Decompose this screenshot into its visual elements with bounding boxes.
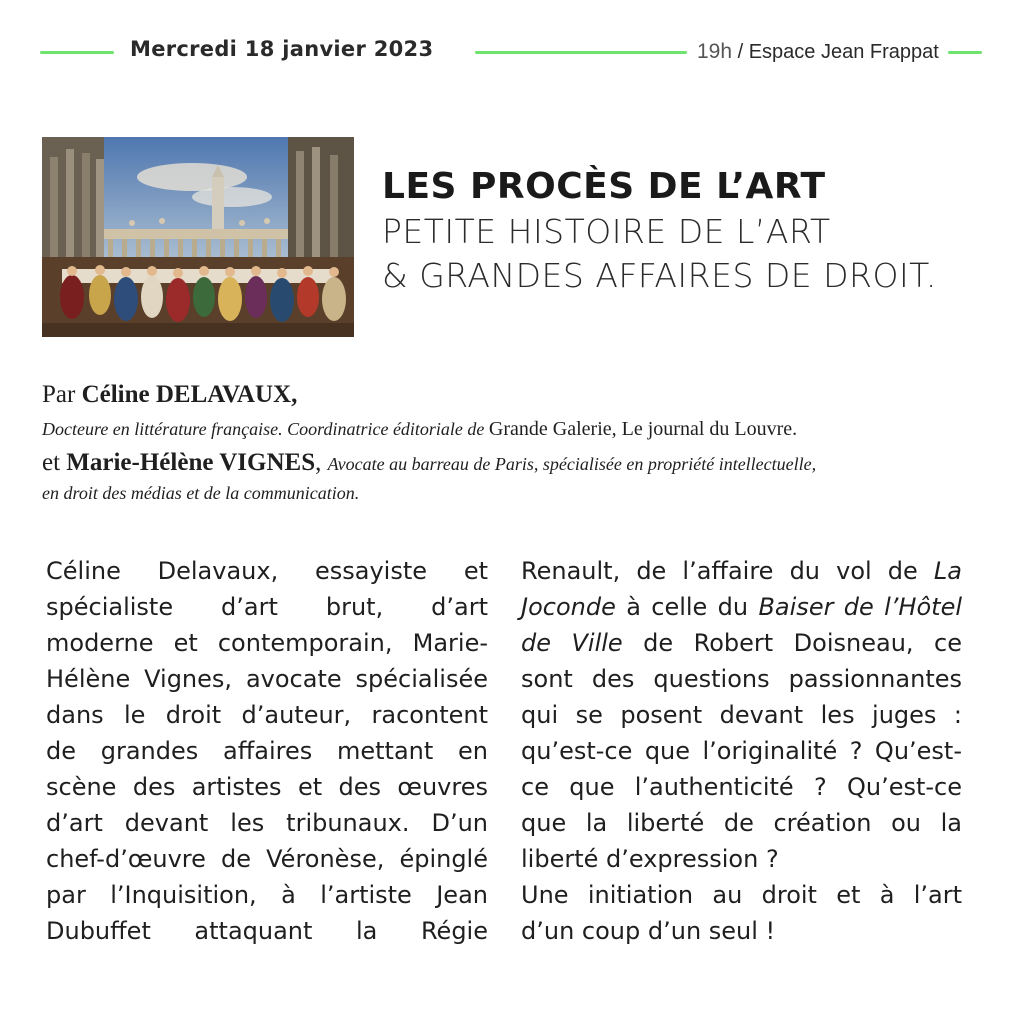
painting-illustration [42, 137, 354, 337]
body-text-italic: Baiser de l’Hôtel [758, 593, 963, 621]
body-line: chef-d’œuvre de Véronèse, épinglé [46, 845, 488, 873]
author-1-bio-magazine: Grande Galerie, [488, 418, 617, 440]
body-line: d’un coup d’un seul ! [521, 917, 776, 945]
author-2-bio-continued: en droit des médias et de la communication. [42, 483, 360, 503]
body-line: Une initiation au droit et à l’art [521, 881, 962, 909]
body-line [521, 553, 962, 589]
byline-et: et [42, 449, 67, 476]
author-2-bio-a: Avocate au barreau de Paris, spécialisée en propriété intellectuelle, [327, 454, 817, 474]
event-date: Mercredi 18 janvier 2023 [130, 37, 434, 61]
author-1-bio-a: Docteure en littérature française. Coordinatrice éditoriale de [42, 419, 489, 439]
body-line: par l’Inquisition, à l’artiste Jean [46, 881, 488, 909]
painting-image [42, 137, 354, 337]
body-line: Dubuffet attaquant la Régie [46, 917, 488, 945]
body-line [521, 625, 962, 661]
body-text-italic: de Ville [521, 629, 623, 657]
body-line: scène des artistes et des œuvres [46, 773, 488, 801]
body-text: à celle du [615, 593, 759, 621]
body-line: d’art devant les tribunaux. D’un [46, 809, 488, 837]
header-divider-middle [475, 51, 687, 54]
byline-par: Par [42, 381, 82, 408]
event-subtitle-line-1: PETITE HISTOIRE DE L’ART [382, 212, 831, 251]
author-1-bio [42, 418, 797, 441]
header-divider-left [40, 51, 114, 54]
body-text-italic: La [933, 557, 962, 585]
event-subtitle-line-2: & GRANDES AFFAIRES DE DROIT. [382, 256, 937, 295]
author-2-name: Marie-Hélène VIGNES [66, 449, 316, 476]
event-venue: / Espace Jean Frappat [732, 41, 939, 63]
author-byline-2 [42, 449, 816, 477]
body-text-italic: Joconde [521, 593, 616, 621]
body-line: liberté d’expression ? [521, 845, 779, 873]
author-byline-1 [42, 381, 297, 409]
body-column-right [521, 553, 962, 949]
body-line: sont des questions passionnantes [521, 665, 962, 693]
body-line: qui se posent devant les juges : [521, 701, 962, 729]
event-hour: 19h [697, 40, 733, 63]
body-text: Renault, de l’affaire du vol de [521, 557, 934, 585]
body-line [521, 589, 962, 625]
author-1-name: Céline DELAVAUX, [81, 381, 298, 408]
body-line: moderne et contemporain, Marie- [46, 629, 488, 657]
event-title: LES PROCÈS DE L’ART [382, 166, 826, 207]
event-time-venue [697, 40, 939, 64]
body-line: Céline Delavaux, essayiste et [46, 557, 488, 585]
body-line: de grandes affaires mettant en [46, 737, 488, 765]
body-line: qu’est-ce que l’originalité ? Qu’est- [521, 737, 962, 765]
byline-comma: , [315, 449, 328, 476]
body-column-left [46, 553, 488, 949]
body-line: Hélène Vignes, avocate spécialisée [46, 665, 488, 693]
body-line: dans le droit d’auteur, racontent [46, 701, 488, 729]
header-divider-right [948, 51, 982, 54]
body-text: de Robert Doisneau, ce [622, 629, 962, 657]
body-line: spécialiste d’art brut, d’art [46, 593, 488, 621]
body-line: ce que l’authenticité ? Qu’est-ce [521, 773, 962, 801]
author-1-bio-c: Le journal du Louvre. [616, 418, 798, 440]
body-line: que la liberté de création ou la [521, 809, 962, 837]
